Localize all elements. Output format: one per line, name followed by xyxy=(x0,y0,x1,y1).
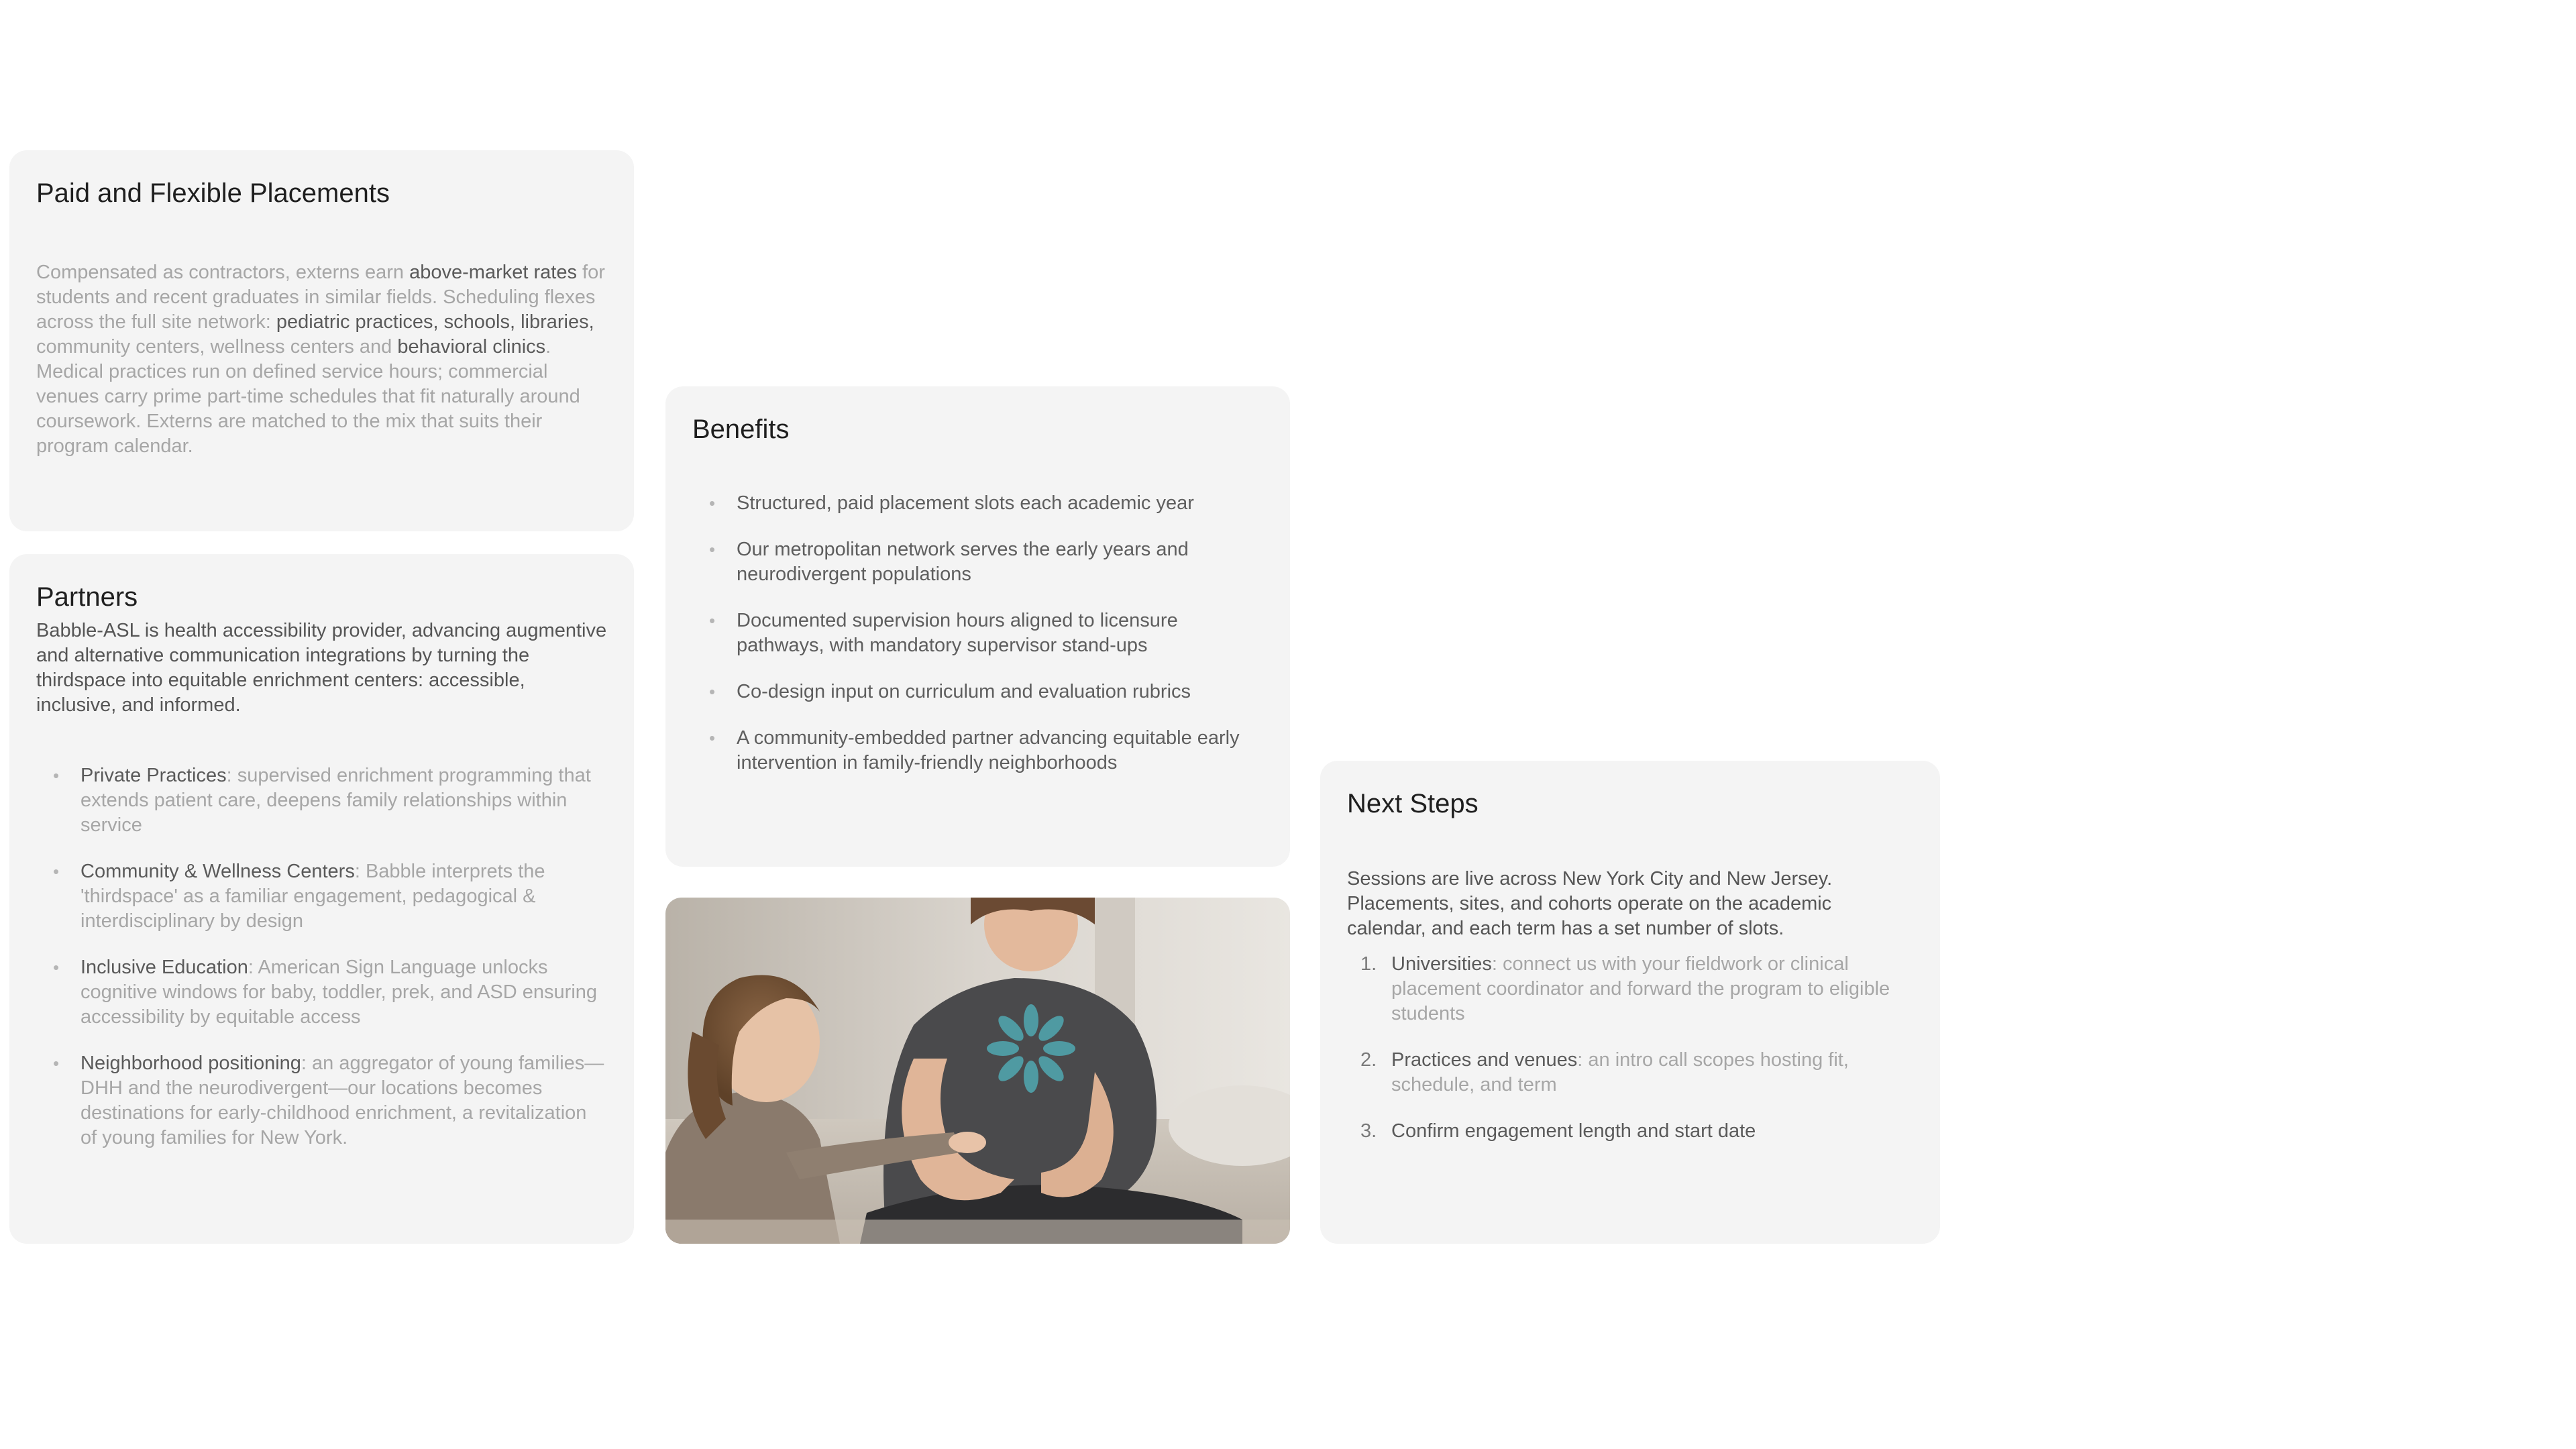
list-item xyxy=(692,680,1263,704)
list-item xyxy=(692,491,1263,516)
list-item-text: : Babble interprets the 'thirdspace' as a familiar engagement, pedagogical & interdisciplinary by design xyxy=(80,861,545,932)
next-steps-title: Next Steps xyxy=(1347,789,1479,818)
placements-text: . Medical practices run on defined service hours; commercial venues carry prime part-time schedules that fit naturally around coursework. Externs are matched to the mix that suits their program calendar. xyxy=(36,336,580,457)
step-number: 2. xyxy=(1360,1049,1377,1071)
placements-highlight-clinics: behavioral clinics xyxy=(397,336,546,358)
bullet-icon: • xyxy=(709,610,716,631)
list-item xyxy=(36,859,607,934)
benefits-title: Benefits xyxy=(692,415,790,444)
list-item-text: : connect us with your fieldwork or clinical placement coordinator and forward the program to eligible students xyxy=(1391,953,1890,1024)
next-steps-card xyxy=(1320,761,1940,1244)
placements-text: for students and recent graduates in similar fields. Scheduling flexes across the full site network: xyxy=(36,262,605,333)
list-item-label: Community & Wellness Centers xyxy=(80,861,355,882)
partners-title: Partners xyxy=(36,582,138,612)
list-item xyxy=(692,608,1263,658)
bullet-icon: • xyxy=(709,493,716,513)
partners-intro: Babble-ASL is health accessibility provider, advancing augmentive and alternative communication integrations by turning the thirdspace into equitable enrichment centers: accessible, inclusive, and informed. xyxy=(36,620,607,716)
benefits-card xyxy=(665,386,1290,867)
placements-text: Compensated as contractors, externs earn xyxy=(36,262,410,283)
partners-list xyxy=(36,763,607,1150)
bullet-icon: • xyxy=(709,682,716,702)
list-item-text: Our metropolitan network serves the early years and neurodivergent populations xyxy=(737,539,1189,585)
bullet-icon: • xyxy=(53,957,60,977)
bullet-icon: • xyxy=(709,539,716,559)
list-item xyxy=(36,1051,607,1150)
list-item-text: : supervised enrichment programming that extends patient care, deepens family relationships within service xyxy=(80,765,591,836)
step-number: 1. xyxy=(1360,953,1377,975)
bullet-icon: • xyxy=(709,728,716,748)
list-item-text: Documented supervision hours aligned to licensure pathways, with mandatory supervisor stand-ups xyxy=(737,610,1178,656)
list-item xyxy=(1347,952,1913,1026)
list-item-text: A community-embedded partner advancing equitable early intervention in family-friendly neighborhoods xyxy=(737,727,1240,773)
list-item-text: Structured, paid placement slots each academic year xyxy=(737,492,1194,514)
next-steps-intro: Sessions are live across New York City and New Jersey. Placements, sites, and cohorts operate on the academic calendar, and each term has a set number of slots. xyxy=(1347,868,1833,939)
list-item-label: Universities xyxy=(1391,953,1492,975)
list-item-label: Confirm engagement length and start date xyxy=(1391,1120,1756,1142)
list-item-label: Neighborhood positioning xyxy=(80,1053,301,1074)
list-item xyxy=(692,537,1263,587)
placements-highlight-rates: above-market rates xyxy=(409,262,577,283)
placements-text: community centers, wellness centers and xyxy=(36,336,398,358)
list-item xyxy=(1347,1119,1913,1144)
bullet-icon: • xyxy=(53,861,60,881)
list-item-text: : an aggregator of young families—DHH and the neurodivergent—our locations becomes destinations for early-childhood enrichment, a revitalization of young families for New York. xyxy=(80,1053,604,1148)
list-item-text: Co-design input on curriculum and evaluation rubrics xyxy=(737,681,1191,702)
photo-illustration xyxy=(665,898,1290,1244)
placements-title: Paid and Flexible Placements xyxy=(36,178,390,208)
benefits-list xyxy=(692,491,1263,775)
list-item xyxy=(692,726,1263,775)
placements-card xyxy=(9,150,634,531)
bullet-icon: • xyxy=(53,1053,60,1073)
list-item-label: Inclusive Education xyxy=(80,957,248,978)
list-item xyxy=(1347,1048,1913,1097)
list-item-text: : an intro call scopes hosting fit, schedule, and term xyxy=(1391,1049,1849,1095)
list-item xyxy=(36,955,607,1030)
placements-highlight-sites: pediatric practices, schools, libraries, xyxy=(276,311,594,333)
photo-adult-child-signing xyxy=(665,898,1290,1244)
list-item-text: : American Sign Language unlocks cognitive windows for baby, toddler, prek, and ASD ensuring accessibility by equitable access xyxy=(80,957,598,1028)
list-item-label: Practices and venues xyxy=(1391,1049,1578,1071)
placements-description xyxy=(36,260,607,459)
list-item xyxy=(36,763,607,838)
step-number: 3. xyxy=(1360,1120,1377,1142)
list-item-label: Private Practices xyxy=(80,765,227,786)
partners-card xyxy=(9,554,634,1244)
next-steps-list xyxy=(1347,952,1913,1144)
bullet-icon: • xyxy=(53,765,60,786)
